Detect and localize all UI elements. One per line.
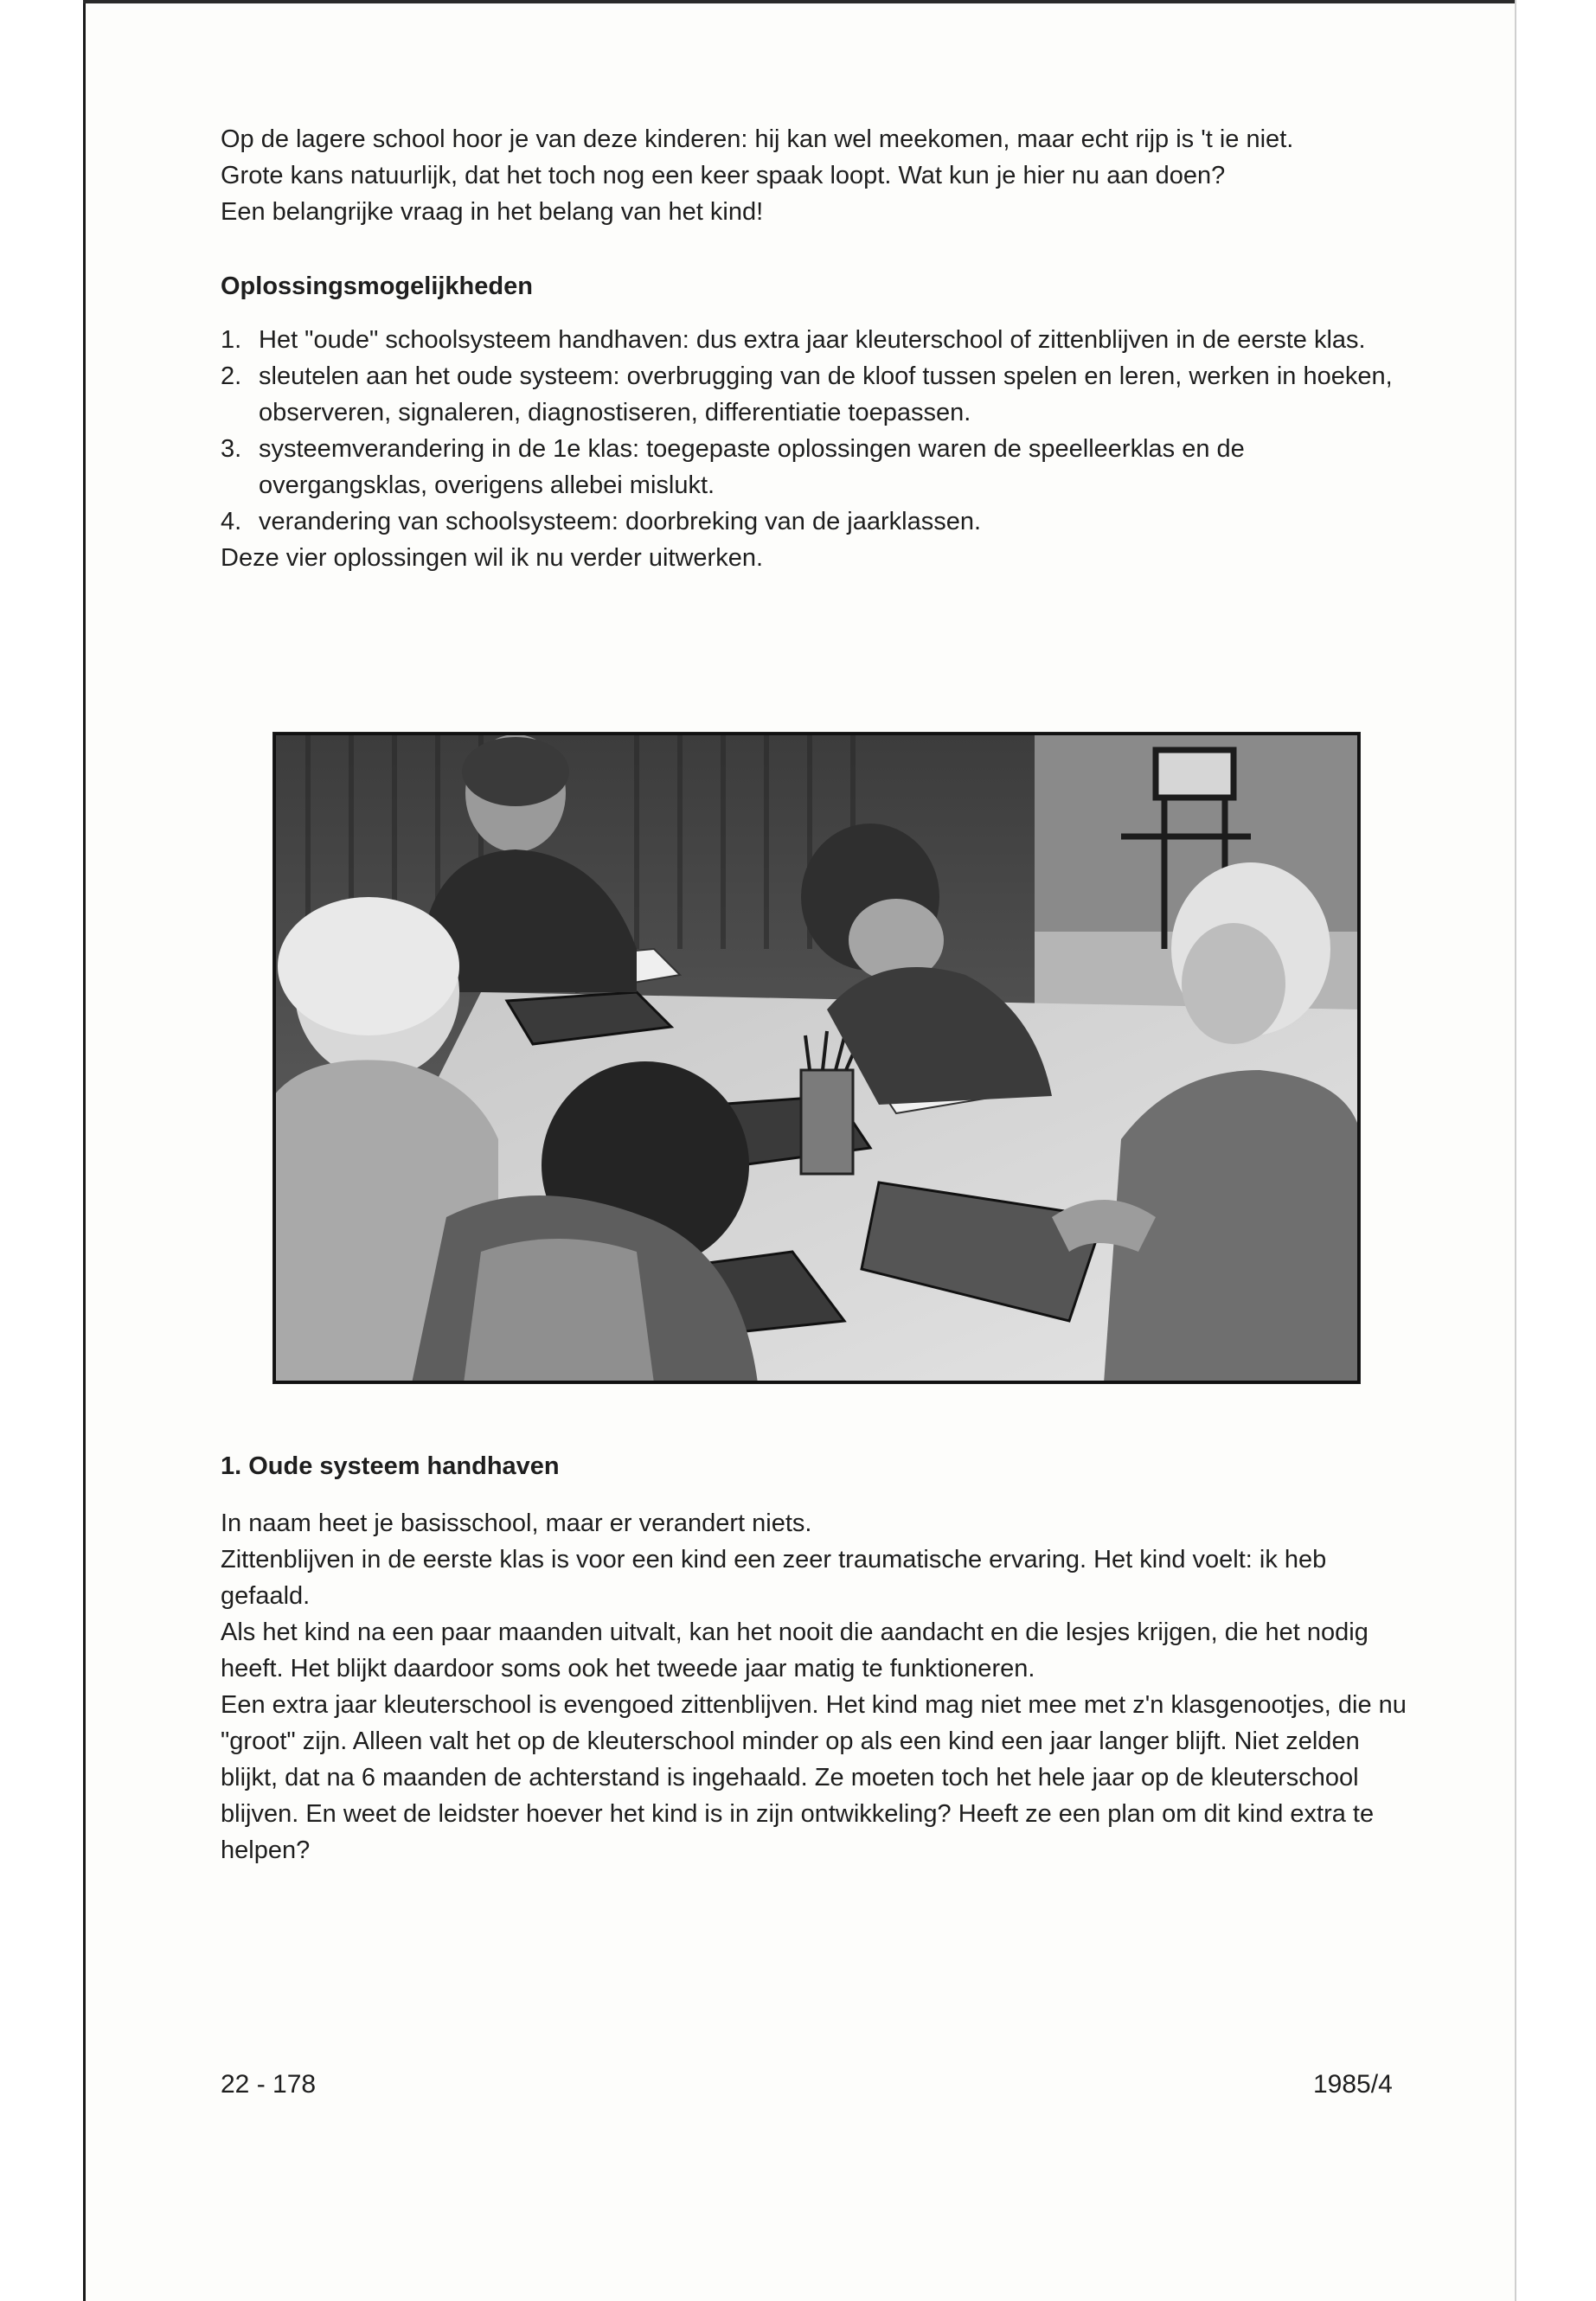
issue-label: 1985/4 [1313,2070,1393,2099]
list-item-text: Het "oude" schoolsysteem handhaven: dus extra jaar kleuterschool of zittenblijven in de eerste klas. [259,326,1366,354]
section-paragraph: In naam heet je basisschool, maar er verandert niets. [221,1509,812,1537]
list-item [221,431,1416,503]
scan-edge-top [83,0,1516,3]
list-item-number: 1. [221,326,242,354]
intro-paragraph: Grote kans natuurlijk, dat het toch nog een keer spaak loopt. Wat kun je hier nu aan doen? [221,162,1226,189]
section-heading: 1. Oude systeem handhaven [221,1452,560,1480]
section-paragraph: Zittenblijven in de eerste klas is voor een kind een zeer traumatische ervaring. Het kind voelt: ik heb gefaald. [221,1546,1327,1610]
classroom-photo-illustration [273,733,1360,1383]
scan-edge-right [1515,0,1596,2301]
list-item-number: 2. [221,362,242,390]
section-paragraph: Als het kind na een paar maanden uitvalt, kan het nooit die aandacht en die lesjes krijgen, die het nodig heeft. Het blijkt daardoor soms ook het tweede jaar matig te funktioneren. [221,1618,1368,1682]
solutions-heading: Oplossingsmogelijkheden [221,272,533,300]
page-body [221,121,1416,576]
section-1 [221,1448,1416,1868]
list-item [221,503,1416,540]
solutions-list [221,322,1416,540]
list-item-text: sleutelen aan het oude systeem: overbrugging van de kloof tussen spelen en leren, werken in hoeken, observeren, signaleren, diagnostiseren, differentiatie toepassen. [259,362,1393,426]
list-item-number: 4. [221,508,242,535]
intro-paragraph: Een belangrijke vraag in het belang van het kind! [221,198,764,226]
list-item-number: 3. [221,435,242,463]
page-number: 22 - 178 [221,2070,317,2099]
section-paragraph: Een extra jaar kleuterschool is evengoed zittenblijven. Het kind mag niet mee met z'n klasgenootjes, die nu "groot" zijn. Alleen valt het op de kleuterschool minder op als een kind een jaar langer blijft. Niet zelden blijkt, dat na 6 maanden de achterstand is ingehaald. Ze moeten toch het hele jaar op de kleuterschool blijven. En weet de leidster hoever het kind is in zijn ontwikkeling? Heeft ze een plan om dit kind extra te helpen? [221,1691,1407,1864]
intro-paragraph: Op de lagere school hoor je van deze kinderen: hij kan wel meekomen, maar echt rijp is 't ie niet. [221,125,1294,153]
scan-edge-left [0,0,86,2301]
list-item-text: verandering van schoolsysteem: doorbreking van de jaarklassen. [259,508,982,535]
list-item-text: systeemverandering in de 1e klas: toegepaste oplossingen waren de speelleerklas en de overgangsklas, overigens allebei mislukt. [259,435,1245,499]
intro [221,121,1416,230]
solutions-closing: Deze vier oplossingen wil ik nu verder uitwerken. [221,544,764,572]
classroom-photo [272,732,1361,1384]
list-item [221,358,1416,431]
list-item [221,322,1416,358]
